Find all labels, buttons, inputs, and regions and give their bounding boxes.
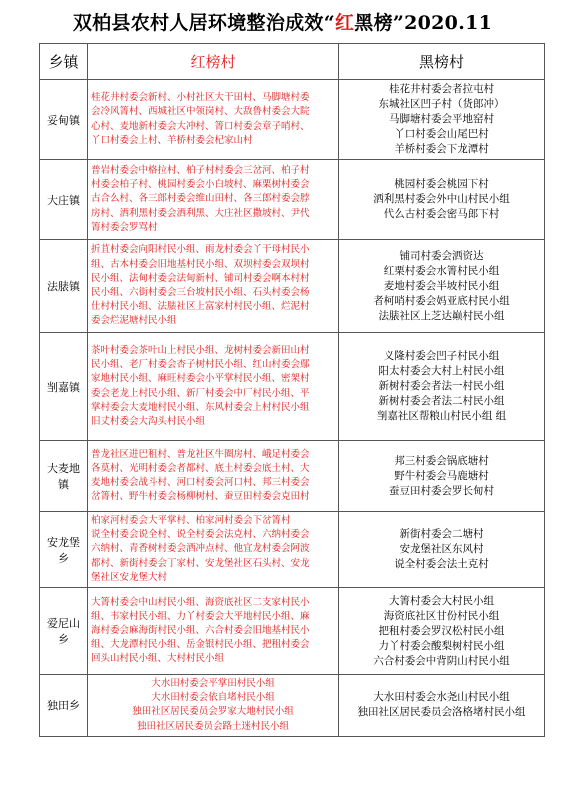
title-prefix: 双柏县农村人居环境整治成效“	[72, 12, 335, 34]
black-list-line: 洒利黑村委会外中山村民小组	[373, 193, 510, 205]
red-list-line: 委会老龙上村民小组、新厂村委会中厂村民小组、平	[91, 387, 310, 399]
red-list-line: 大水田村委会依自堵村民小组	[151, 692, 275, 704]
black-list-cell	[339, 512, 545, 588]
red-list-line: 柏家河村委会大平掌村、柏家河村委会下岔箐村	[91, 515, 291, 526]
table-row	[40, 512, 545, 588]
black-list-line: 铺司村委会洒资达	[399, 249, 484, 262]
header-red-list: 红榜村	[88, 44, 339, 80]
header-row	[40, 44, 545, 80]
black-list-line: 独田社区居民委员会洛格堵村民小组	[357, 706, 526, 719]
black-list-line: 蚕豆田村委会罗长甸村	[389, 484, 494, 497]
table-row	[40, 160, 545, 240]
black-list-line: 力丫村委会酸梨树村民小组	[378, 639, 505, 652]
red-list-cell	[88, 588, 339, 675]
black-list-line: 东城社区凹子村（货郎冲）	[378, 98, 505, 110]
black-list-cell	[339, 588, 545, 675]
black-list-line: 野牛村委会马鹿塘村	[394, 469, 489, 482]
red-list-line: 民小组、老厂村委会杏子树村民小组、红山村委会鄢	[91, 359, 310, 371]
black-list-line: 者柯哨村委会妈亚底村民小组	[373, 294, 510, 307]
table-row	[40, 675, 545, 737]
red-list-line: 回头山村民小组、大村村民小组	[91, 653, 225, 665]
black-list-line: 安龙堡社区东风村	[399, 543, 484, 555]
rankings-table	[39, 43, 545, 737]
black-list-line: 麦地村委会半坡村民小组	[383, 279, 500, 292]
red-list-line: 桂花井村委会新村、小村社区大干田村、马脚塘村委	[91, 92, 310, 104]
black-list-line: 桂花井村委会者拉屯村	[389, 83, 494, 95]
red-list-line: 古合么村、各三郎村委会维山田村、各三郎村委会脖	[91, 193, 310, 205]
township-cell: 妥甸镇	[40, 80, 88, 160]
red-list-line: 委会烂泥塘村民小组	[91, 315, 177, 327]
red-list-line: 各莫村、光明村委会者都村、底土村委会底土村、大	[91, 462, 310, 474]
table-row	[40, 240, 545, 333]
red-list-line: 心村、麦地新村委会大冲村、箐口村委会章子哨村、	[91, 120, 310, 132]
red-list-cell	[88, 512, 339, 588]
township-cell: 大麦地镇	[40, 441, 88, 512]
black-list-line: 代么古村委会密马郎下村	[383, 208, 500, 220]
black-list-line: 㓥嘉社区帮粮山村民小组 组	[376, 410, 507, 422]
black-list-cell	[339, 441, 545, 512]
header-township: 乡镇	[40, 44, 88, 80]
red-list-line: 村委会柏子村、桃园村委会小白坡村、麻栗树村委会	[91, 179, 310, 191]
red-list-line: 仕村村民小组、法脿社区上富家村村民小组、烂泥村	[91, 301, 310, 313]
black-list-line: 新街村委会二塘村	[399, 528, 484, 540]
township-cell: 㓥嘉镇	[40, 333, 88, 441]
black-list-line: 六合村委会中背阴山村民小组	[373, 654, 510, 667]
table-row	[40, 333, 545, 441]
title-red-char: 红	[334, 12, 355, 34]
red-list-cell	[88, 80, 339, 160]
red-list-line: 掌村委会大麦地村民小组、东风村委会上村村民小组	[91, 401, 310, 413]
black-list-line: 说全村委会法土克村	[394, 558, 489, 570]
black-list-line: 大水田村委会水尧山村民小组	[373, 691, 510, 704]
red-list-line: 独田社区居民委员会罗家大地村民小组	[132, 706, 294, 718]
red-list-line: 大水田村委会平掌田村民小组	[151, 678, 275, 690]
table-row	[40, 441, 545, 512]
table-row	[40, 80, 545, 160]
red-list-line: 组、大龙潭村民小组、岳金银村民小组、把租村委会	[91, 639, 310, 651]
black-list-cell	[339, 160, 545, 240]
black-list-line: 大箐村委会大村民小组	[389, 594, 494, 607]
black-list-line: 海资底社区甘份村民小组	[383, 609, 500, 622]
black-list-line: 新树村委会者法二村民小组	[378, 395, 505, 407]
black-list-line: 红栗村委会水箐村民小组	[383, 264, 500, 277]
red-list-line: 房村、洒利黑村委会洒利黑、大庄社区撒坡村、尹代	[91, 207, 310, 219]
red-list-line: 会冷风箐村、西城社区中领岗村、大敌鲁村委会大院	[91, 106, 310, 118]
red-list-line: 普岩村委会中格拉村、柏子村村委会三岔河、柏子村	[91, 164, 310, 176]
table-body	[40, 80, 545, 737]
red-list-line: 说全村委会说全村、说全村委会法克村、六纳村委会	[91, 529, 310, 541]
black-list-line: 桃园村委会桃园下村	[394, 178, 489, 190]
township-cell: 爱尼山乡	[40, 588, 88, 675]
red-list-line: 民小组、六街村委会三台坡村民小组、石头村委会杨	[91, 287, 310, 298]
red-list-line: 麦地村委会战斗村、河口村委会河口村、邦三村委会	[91, 477, 310, 488]
red-list-line: 丫口村委会上村、羊桥村委会杞家山村	[91, 134, 253, 146]
red-list-cell	[88, 441, 339, 512]
township-cell: 大庄镇	[40, 160, 88, 240]
black-list-line: 新树村委会者法一村民小组	[378, 380, 505, 392]
township-cell: 安龙堡乡	[40, 512, 88, 588]
township-cell: 独田乡	[40, 675, 88, 737]
red-list-line: 旧丈村委会大沟头村民小组	[91, 415, 206, 427]
red-list-line: 都村、新街村委会丁家村、安龙堡社区石头村、安龙	[91, 557, 310, 569]
page-title	[0, 8, 565, 35]
red-list-line: 岔箐村、野牛村委会杨柳树村、蚕豆田村委会克田村	[91, 491, 310, 503]
red-list-line: 独田社区居民委员会路土迷村民小组	[136, 720, 289, 732]
black-list-line: 义隆村委会凹子村民小组	[383, 350, 500, 362]
red-list-line: 大箐村委会中山村民小组、海资底社区二支家村民小	[91, 596, 310, 608]
red-list-line: 民小组、法甸村委会法甸新村、铺司村委会啊本村村	[91, 272, 310, 284]
black-list-line: 丫口村委会山尾巴村	[394, 128, 489, 140]
black-list-cell	[339, 80, 545, 160]
township-cell: 法脿镇	[40, 240, 88, 333]
black-list-line: 法脿社区上芝达巅村民小组	[378, 309, 505, 322]
black-list-line: 把租村委会罗汉松村民小组	[378, 624, 505, 637]
red-list-line: 箐村委会罗骂村	[91, 221, 158, 233]
black-list-cell	[339, 240, 545, 333]
title-suffix: 黑榜”2020.11	[354, 12, 493, 34]
red-list-cell	[88, 160, 339, 240]
red-list-line: 六纳村、青香树村委会洒冲点村、他宜龙村委会阿波	[91, 543, 310, 555]
black-list-cell	[339, 675, 545, 737]
red-list-line: 普龙社区进巴租村、普龙社区牛圈房村、峨足村委会	[91, 448, 310, 460]
red-list-cell	[88, 240, 339, 333]
table-row	[40, 588, 545, 675]
red-list-line: 组、古木村委会旧地基村民小组、双坝村委会双坝村	[91, 258, 310, 270]
red-list-line: 组、韦家村民小组、力丫村委会大平地村民小组、麻	[91, 610, 310, 622]
red-list-line: 家地村民小组、麻旺村委会小平掌村民小组、密架村	[91, 373, 310, 385]
black-list-cell	[339, 333, 545, 441]
black-list-line: 羊桥村委会下龙潭村	[394, 143, 489, 155]
red-list-line: 茶叶村委会茶叶山上村民小组、龙树村委会新田山村	[91, 344, 310, 356]
black-list-line: 马脚塘村委会平地窑村	[389, 113, 494, 125]
red-list-line: 堡社区安龙堡大村	[91, 571, 168, 583]
black-list-line: 阳太村委会大村上村民小组	[378, 365, 505, 377]
red-list-cell	[88, 675, 339, 737]
red-list-line: 折苴村委会向阳村民小组、雨龙村委会丫干母村民小	[91, 244, 310, 256]
header-black-list: 黑榜村	[339, 44, 545, 80]
black-list-line: 邦三村委会锅底塘村	[394, 454, 489, 467]
red-list-line: 海村委会麻海街村民小组、六合村委会旧地基村民小	[91, 624, 310, 636]
red-list-cell	[88, 333, 339, 441]
